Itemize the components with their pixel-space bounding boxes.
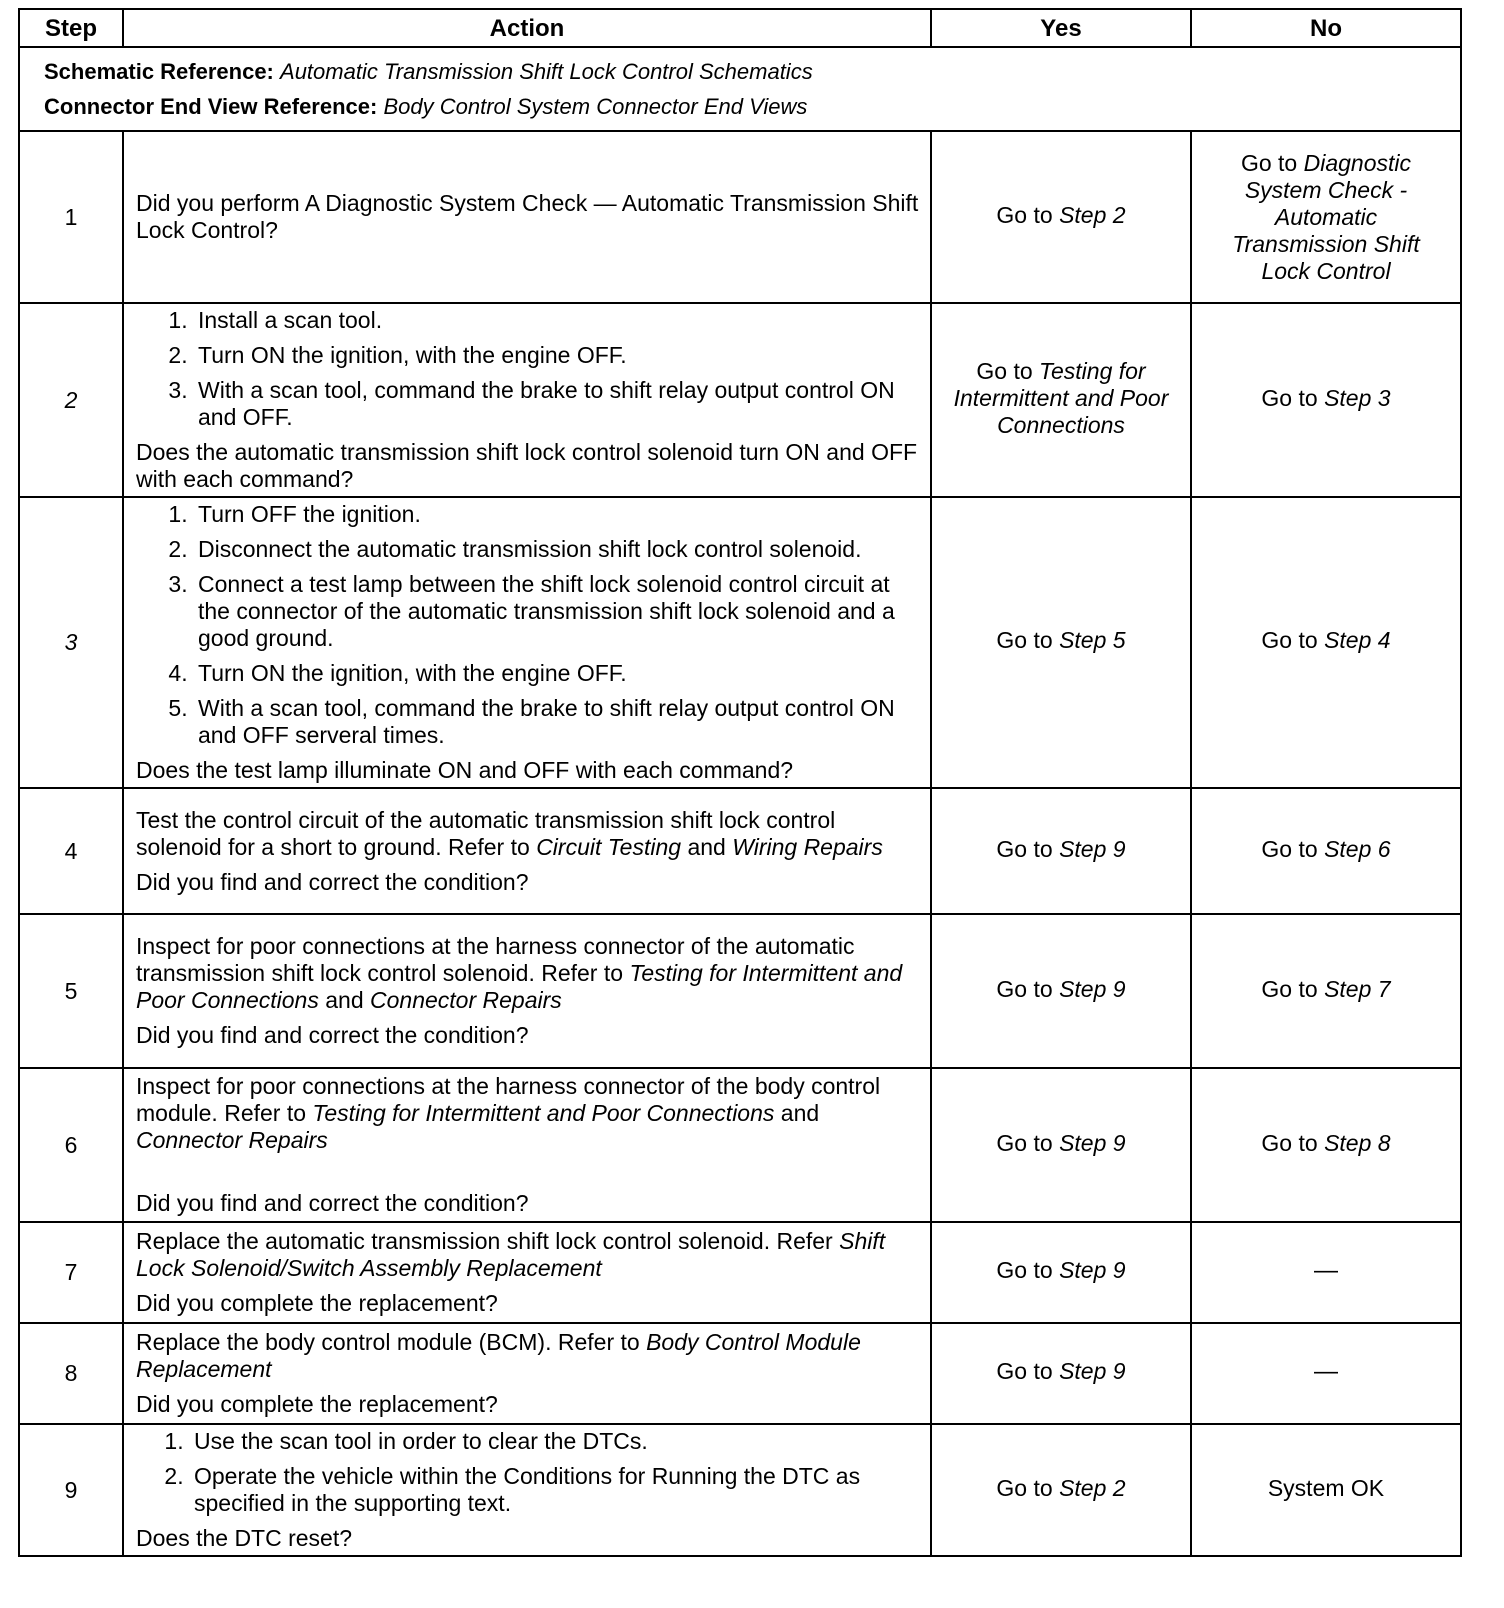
no-cell xyxy=(1191,497,1461,788)
goto-target: Step 9 xyxy=(1059,975,1126,1002)
action-question: Does the test lamp illuminate ON and OFF with each command? xyxy=(136,757,794,783)
action-text-part: and xyxy=(318,987,370,1013)
action-question: Did you find and correct the condition? xyxy=(136,868,529,895)
goto-target: Step 3 xyxy=(1324,384,1391,411)
no-goto[interactable] xyxy=(1261,627,1390,653)
no-action-dash: — xyxy=(1314,1358,1338,1385)
goto-target: Step 2 xyxy=(1059,1474,1126,1501)
table-row xyxy=(19,1323,1461,1424)
reference-link[interactable]: Testing for Intermittent and Poor Connections xyxy=(312,1100,775,1126)
connector-reference-link[interactable]: Body Control System Connector End Views xyxy=(383,94,808,119)
goto-target: Step 2 xyxy=(1059,201,1126,228)
yes-cell xyxy=(931,1068,1191,1222)
system-ok-label: System OK xyxy=(1267,1474,1385,1501)
action-steps xyxy=(136,501,920,749)
table-row xyxy=(19,1424,1461,1556)
goto-prefix: Go to xyxy=(1261,627,1325,653)
table-header-row xyxy=(19,9,1461,47)
action-question: Did you perform A Diagnostic System Check — Automatic Transmission Shift Lock Control? xyxy=(136,190,919,243)
action-cell xyxy=(123,303,931,497)
connector-reference-label: Connector End View Reference: xyxy=(44,94,378,119)
yes-goto[interactable] xyxy=(996,976,1125,1002)
goto-prefix: Go to xyxy=(976,357,1040,384)
step-number: 9 xyxy=(19,1424,123,1556)
action-steps xyxy=(136,307,920,431)
action-text-part: and xyxy=(774,1100,820,1126)
goto-prefix: Go to xyxy=(1240,149,1304,176)
step-number: 6 xyxy=(19,1068,123,1222)
reference-link[interactable]: Testing for Intermittent and Poor Connections xyxy=(136,960,903,1013)
action-cell xyxy=(123,131,931,303)
yes-goto[interactable] xyxy=(996,202,1125,228)
schematic-reference-link[interactable]: Automatic Transmission Shift Lock Control Schematics xyxy=(280,59,813,84)
yes-cell xyxy=(931,1424,1191,1556)
yes-cell xyxy=(931,131,1191,303)
yes-goto[interactable] xyxy=(996,1257,1125,1283)
action-step-item: 2. Turn ON the ignition, with the engine OFF. xyxy=(194,342,920,369)
goto-target: Diagnostic System Check - Automatic Transmission Shift Lock Control xyxy=(1232,149,1420,284)
table-row xyxy=(19,131,1461,303)
action-text xyxy=(136,1329,920,1383)
yes-goto[interactable] xyxy=(996,1130,1125,1156)
step-number: 7 xyxy=(19,1222,123,1323)
table-row xyxy=(19,497,1461,788)
schematic-reference xyxy=(44,54,1436,89)
no-goto[interactable] xyxy=(1261,1130,1390,1156)
action-text-part: Inspect for poor connections at the harness connector of the body control module. Refer to xyxy=(136,1073,881,1126)
action-step-item: 1. Turn OFF the ignition. xyxy=(194,501,920,528)
no-cell xyxy=(1191,914,1461,1068)
goto-prefix: Go to xyxy=(1261,1129,1325,1156)
action-text-part: Replace the body control module (BCM). Refer to xyxy=(136,1329,647,1355)
goto-target: Testing for Intermittent and Poor Connections xyxy=(953,357,1169,438)
goto-target: Step 9 xyxy=(1059,1358,1126,1384)
no-goto[interactable] xyxy=(1261,976,1390,1002)
step-number: 4 xyxy=(19,788,123,914)
reference-link[interactable]: Wiring Repairs xyxy=(732,833,883,860)
yes-goto[interactable] xyxy=(954,358,1169,438)
action-cell xyxy=(123,1424,931,1556)
action-text xyxy=(136,807,920,861)
action-question: Did you find and correct the condition? xyxy=(136,1022,529,1048)
table-row xyxy=(19,303,1461,497)
reference-link[interactable]: Body Control Module Replacement xyxy=(136,1329,861,1382)
goto-target: Step 4 xyxy=(1324,627,1391,653)
header-step: Step xyxy=(19,9,123,47)
goto-target: Step 9 xyxy=(1059,1257,1126,1283)
action-text-part: Replace the automatic transmission shift lock control solenoid. Refer xyxy=(136,1228,840,1254)
yes-cell xyxy=(931,1323,1191,1424)
yes-goto[interactable] xyxy=(996,1475,1125,1501)
action-question: Does the automatic transmission shift lock control solenoid turn ON and OFF with each command? xyxy=(136,439,918,492)
goto-target: Step 7 xyxy=(1324,975,1391,1002)
action-cell xyxy=(123,788,931,914)
no-cell xyxy=(1191,131,1461,303)
yes-goto[interactable] xyxy=(996,836,1125,862)
no-goto[interactable] xyxy=(1232,150,1419,284)
action-steps xyxy=(136,1428,920,1517)
no-goto[interactable] xyxy=(1261,836,1390,862)
yes-cell xyxy=(931,914,1191,1068)
yes-cell xyxy=(931,1222,1191,1323)
table-row xyxy=(19,1068,1461,1222)
action-question: Does the DTC reset? xyxy=(136,1525,353,1551)
no-action-dash: — xyxy=(1314,1257,1338,1284)
header-action: Action xyxy=(123,9,931,47)
action-question: Did you find and correct the condition? xyxy=(136,1190,529,1216)
diagnostic-table xyxy=(18,8,1462,1557)
goto-target: Step 9 xyxy=(1059,1129,1126,1156)
action-cell xyxy=(123,914,931,1068)
schematic-reference-label: Schematic Reference: xyxy=(44,59,274,84)
action-text-part: Test the control circuit of the automatic transmission shift lock control solenoid for a short to ground. Refer to xyxy=(136,806,836,860)
action-text xyxy=(136,933,920,1014)
table-row xyxy=(19,1222,1461,1323)
step-number: 5 xyxy=(19,914,123,1068)
action-text xyxy=(136,1073,920,1154)
goto-target: Step 6 xyxy=(1324,835,1391,862)
goto-target: Step 8 xyxy=(1324,1129,1391,1156)
no-cell xyxy=(1191,303,1461,497)
goto-target: Step 9 xyxy=(1059,835,1126,862)
goto-prefix: Go to xyxy=(996,975,1060,1002)
table-row xyxy=(19,914,1461,1068)
no-cell xyxy=(1191,1424,1461,1556)
no-cell xyxy=(1191,1068,1461,1222)
yes-cell xyxy=(931,497,1191,788)
action-text xyxy=(136,1228,920,1282)
goto-prefix: Go to xyxy=(996,1129,1060,1156)
reference-link[interactable]: Shift Lock Solenoid/Switch Assembly Replacement xyxy=(136,1228,886,1281)
no-cell xyxy=(1191,1222,1461,1323)
action-text-part: and xyxy=(681,833,733,860)
action-cell xyxy=(123,1068,931,1222)
action-question: Did you complete the replacement? xyxy=(136,1290,498,1316)
step-number: 8 xyxy=(19,1323,123,1424)
action-question: Did you complete the replacement? xyxy=(136,1391,498,1417)
action-cell xyxy=(123,1323,931,1424)
no-cell xyxy=(1191,788,1461,914)
header-no: No xyxy=(1191,9,1461,47)
references-cell xyxy=(19,47,1461,131)
goto-prefix: Go to xyxy=(996,835,1060,862)
action-step-item: 3. Connect a test lamp between the shift lock solenoid control circuit at the connector of the automatic transmission shift lock solenoid and a good ground. xyxy=(194,571,920,652)
action-step-item: 2. Disconnect the automatic transmission shift lock control solenoid. xyxy=(194,536,920,563)
goto-prefix: Go to xyxy=(996,1358,1060,1384)
action-step-item: 2. Operate the vehicle within the Conditions for Running the DTC as specified in the supporting text. xyxy=(190,1463,920,1517)
goto-prefix: Go to xyxy=(1261,835,1325,862)
step-number: 3 xyxy=(19,497,123,788)
yes-cell xyxy=(931,788,1191,914)
action-cell xyxy=(123,497,931,788)
references-row xyxy=(19,47,1461,131)
action-step-item: 1. Use the scan tool in order to clear the DTCs. xyxy=(190,1428,920,1455)
action-step-item: 1. Install a scan tool. xyxy=(194,307,920,334)
header-yes: Yes xyxy=(931,9,1191,47)
goto-prefix: Go to xyxy=(996,201,1060,228)
step-number: 2 xyxy=(19,303,123,497)
goto-prefix: Go to xyxy=(996,627,1060,653)
action-text-part: Inspect for poor connections at the harness connector of the automatic transmission shift lock control solenoid. Refer to xyxy=(136,933,855,986)
goto-prefix: Go to xyxy=(1261,384,1325,411)
no-cell xyxy=(1191,1323,1461,1424)
action-step-item: 4. Turn ON the ignition, with the engine OFF. xyxy=(194,660,920,687)
yes-cell xyxy=(931,303,1191,497)
goto-target: Step 5 xyxy=(1059,627,1126,653)
goto-prefix: Go to xyxy=(996,1474,1060,1501)
step-number: 1 xyxy=(19,131,123,303)
goto-prefix: Go to xyxy=(1261,975,1325,1002)
reference-link[interactable]: Connector Repairs xyxy=(136,1127,328,1153)
table-row xyxy=(19,788,1461,914)
action-cell xyxy=(123,1222,931,1323)
reference-link[interactable]: Connector Repairs xyxy=(370,987,562,1013)
connector-reference xyxy=(44,89,1436,124)
yes-goto[interactable] xyxy=(996,627,1125,653)
goto-prefix: Go to xyxy=(996,1257,1060,1283)
action-step-item: 5. With a scan tool, command the brake to shift relay output control ON and OFF serveral times. xyxy=(194,695,920,749)
yes-goto[interactable] xyxy=(996,1358,1125,1384)
no-goto[interactable] xyxy=(1261,385,1390,411)
action-step-item: 3. With a scan tool, command the brake to shift relay output control ON and OFF. xyxy=(194,377,920,431)
reference-link[interactable]: Circuit Testing xyxy=(536,833,682,860)
